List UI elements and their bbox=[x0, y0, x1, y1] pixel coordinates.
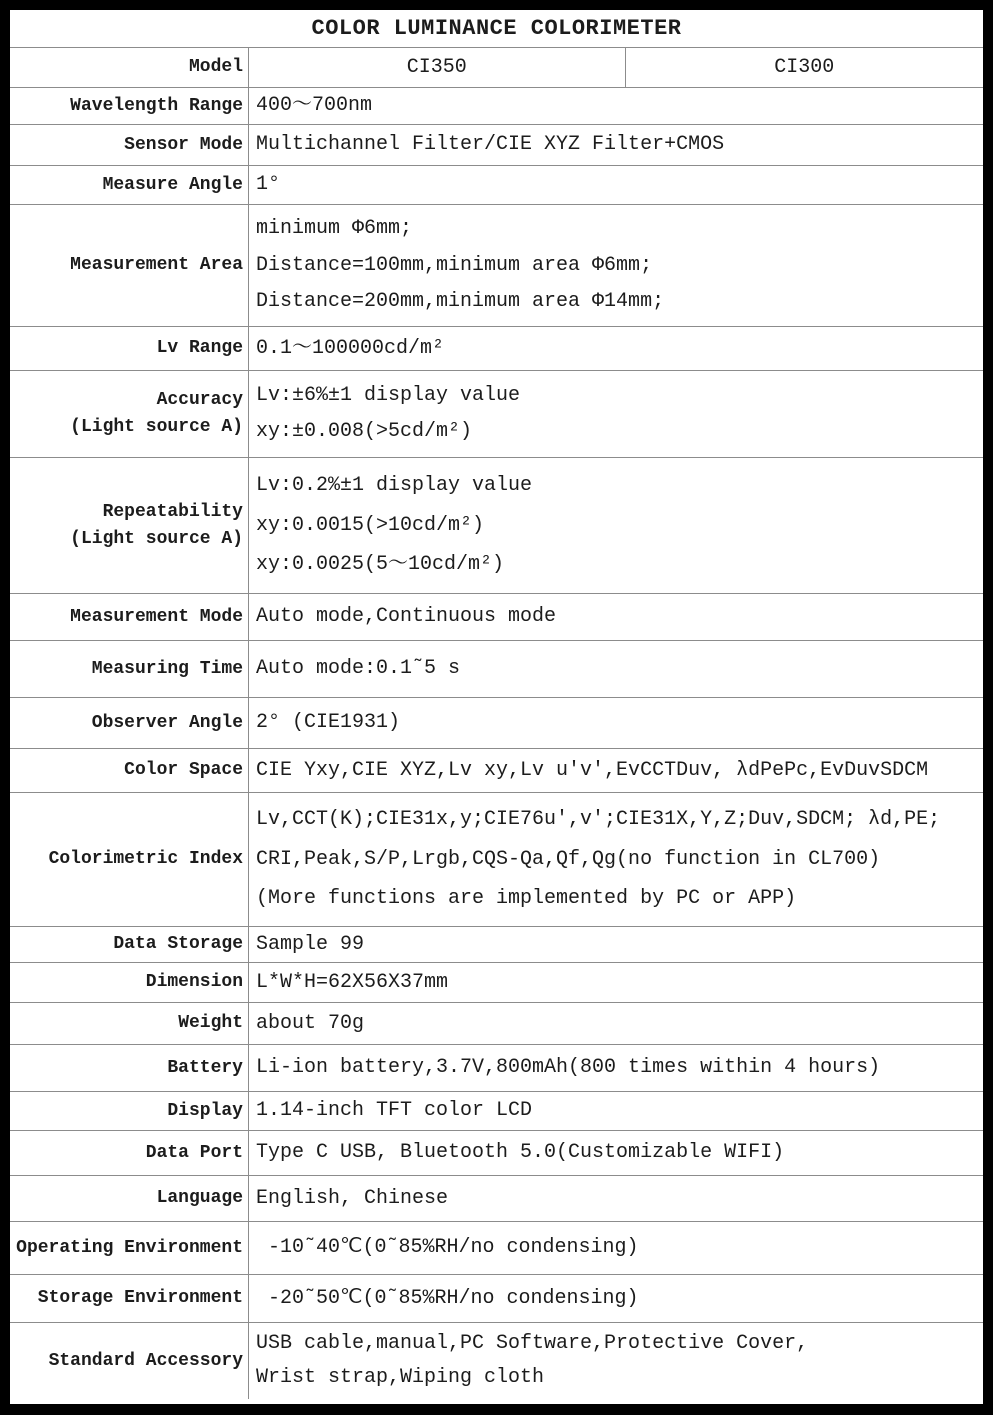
spec-value-line: 400～700nm bbox=[256, 94, 373, 117]
spec-row-sensor-mode bbox=[10, 124, 983, 165]
spec-label-line: Observer Angle bbox=[91, 712, 243, 733]
spec-row-lv-range bbox=[10, 326, 983, 370]
spec-value bbox=[249, 1003, 983, 1044]
spec-label bbox=[10, 166, 249, 204]
spec-value-line: -10˜40℃(0˜85%RH/no condensing) bbox=[256, 1236, 639, 1259]
spec-row-dimension bbox=[10, 962, 983, 1002]
spec-label-line: Standard Accessory bbox=[48, 1350, 243, 1371]
spec-value-line: Auto mode,Continuous mode bbox=[256, 605, 557, 628]
spec-label bbox=[10, 1275, 249, 1322]
spec-label bbox=[10, 698, 249, 748]
spec-value bbox=[249, 327, 983, 370]
model-value-ci350: CI350 bbox=[249, 48, 626, 87]
spec-row-measuring-time bbox=[10, 640, 983, 697]
spec-value-line: 1.14-inch TFT color LCD bbox=[256, 1099, 533, 1122]
spec-label bbox=[10, 1131, 249, 1175]
spec-label-line: Language bbox=[156, 1188, 243, 1208]
spec-value-line: Lv:±6%±1 display value bbox=[256, 383, 521, 407]
spec-label bbox=[10, 1003, 249, 1044]
spec-value-line: Distance=100mm,minimum area Φ6mm; bbox=[256, 253, 653, 277]
spec-value bbox=[249, 458, 983, 593]
page-title: COLOR LUMINANCE COLORIMETER bbox=[311, 16, 682, 41]
spec-value-line: about 70g bbox=[256, 1011, 365, 1035]
spec-value-line: (More functions are implemented by PC or APP) bbox=[256, 886, 797, 910]
spec-row-battery bbox=[10, 1044, 983, 1091]
spec-value-line: 0.1～100000cd/m² bbox=[256, 336, 445, 360]
spec-value bbox=[249, 1222, 983, 1274]
spec-label-line: Colorimetric Index bbox=[48, 849, 243, 869]
spec-value-line: CIE Yxy,CIE XYZ,Lv xy,Lv u'v',EvCCTDuv, λdPePc,EvDuvSDCM bbox=[256, 758, 929, 782]
spec-label bbox=[10, 963, 249, 1002]
spec-table bbox=[10, 10, 983, 1404]
spec-label bbox=[10, 1323, 249, 1399]
model-label bbox=[10, 48, 249, 87]
spec-value bbox=[249, 594, 983, 640]
spec-value bbox=[249, 1131, 983, 1175]
spec-label bbox=[10, 927, 249, 962]
spec-value-line: Distance=200mm,minimum area Φ14mm; bbox=[256, 289, 665, 313]
spec-label bbox=[10, 125, 249, 165]
spec-row-observer-angle bbox=[10, 697, 983, 748]
spec-value-line: CRI,Peak,S/P,Lrgb,CQS-Qa,Qf,Qg(no function in CL700) bbox=[256, 847, 881, 871]
spec-label-line: Sensor Mode bbox=[124, 134, 243, 155]
spec-value bbox=[249, 963, 983, 1002]
spec-label-line: Lv Range bbox=[156, 338, 243, 358]
spec-label bbox=[10, 1045, 249, 1091]
spec-value-line: xy:±0.008(>5cd/m²) bbox=[256, 420, 473, 444]
spec-label bbox=[10, 1176, 249, 1221]
spec-value-line: -20˜50℃(0˜85%RH/no condensing) bbox=[256, 1286, 639, 1310]
spec-row-measure-angle bbox=[10, 165, 983, 204]
spec-label-line: Measurement Mode bbox=[70, 606, 243, 627]
spec-value bbox=[249, 125, 983, 165]
spec-label bbox=[10, 594, 249, 640]
spec-value bbox=[249, 205, 983, 326]
spec-value bbox=[249, 1092, 983, 1130]
spec-value bbox=[249, 88, 983, 124]
spec-value bbox=[249, 793, 983, 926]
spec-value-line: Lv:0.2%±1 display value bbox=[256, 473, 533, 497]
spec-label-line: Data Port bbox=[145, 1142, 243, 1163]
model-value-ci300: CI300 bbox=[774, 56, 835, 79]
spec-value bbox=[249, 749, 983, 792]
spec-value-line: minimum Φ6mm; bbox=[256, 217, 413, 241]
spec-row-weight bbox=[10, 1002, 983, 1044]
spec-row-measurement-mode bbox=[10, 593, 983, 640]
spec-value bbox=[249, 927, 983, 962]
spec-label bbox=[10, 749, 249, 792]
spec-value-line: USB cable,manual,PC Software,Protective Cover, bbox=[256, 1332, 809, 1356]
spec-value-line: Auto mode:0.1˜5 s bbox=[256, 657, 461, 680]
spec-row-colorimetric-index bbox=[10, 792, 983, 926]
spec-row-wavelength-range bbox=[10, 87, 983, 124]
spec-label bbox=[10, 327, 249, 370]
spec-label-line: Measure Angle bbox=[102, 174, 243, 195]
spec-value-line: Sample 99 bbox=[256, 932, 365, 956]
spec-label bbox=[10, 1092, 249, 1130]
spec-value bbox=[249, 641, 983, 697]
spec-label bbox=[10, 88, 249, 124]
spec-value-line: Li-ion battery,3.7V,800mAh(800 times within 4 hours) bbox=[256, 1056, 881, 1079]
spec-value-line: 2° (CIE1931) bbox=[256, 711, 401, 734]
spec-row-repeatability bbox=[10, 457, 983, 593]
spec-label-line: Color Space bbox=[124, 760, 243, 780]
spec-value-line: Multichannel Filter/CIE XYZ Filter+CMOS bbox=[256, 133, 725, 156]
spec-value bbox=[249, 698, 983, 748]
spec-value-line: Type C USB, Bluetooth 5.0(Customizable WIFI) bbox=[256, 1141, 785, 1164]
spec-value bbox=[249, 1045, 983, 1091]
model-label-text: Model bbox=[188, 57, 243, 77]
spec-row-display bbox=[10, 1091, 983, 1130]
spec-label bbox=[10, 641, 249, 697]
spec-row-color-space bbox=[10, 748, 983, 792]
spec-value-line: Wrist strap,Wiping cloth bbox=[256, 1365, 545, 1389]
spec-label bbox=[10, 793, 249, 926]
spec-value-line: English, Chinese bbox=[256, 1186, 449, 1210]
spec-value-line: L*W*H=62X56X37mm bbox=[256, 970, 449, 994]
spec-label-line: Measurement Area bbox=[70, 255, 243, 275]
spec-row-accuracy bbox=[10, 370, 983, 457]
spec-value-line: 1° bbox=[256, 173, 281, 196]
spec-label-line: (Light source A) bbox=[70, 528, 243, 549]
spec-row-language bbox=[10, 1175, 983, 1221]
spec-label-line: Battery bbox=[167, 1057, 243, 1078]
spec-label bbox=[10, 371, 249, 457]
spec-rows bbox=[10, 87, 983, 1399]
spec-value bbox=[249, 166, 983, 204]
spec-label-line: Data Storage bbox=[113, 934, 243, 954]
spec-label-line: Weight bbox=[178, 1013, 243, 1033]
spec-label-line: Measuring Time bbox=[91, 658, 243, 679]
spec-value bbox=[249, 1275, 983, 1322]
spec-label-line: (Light source A) bbox=[70, 417, 243, 437]
spec-row-storage-environment bbox=[10, 1274, 983, 1322]
spec-value-line: xy:0.0025(5～10cd/m²) bbox=[256, 553, 505, 577]
spec-label-line: Storage Environment bbox=[37, 1288, 243, 1308]
spec-row-data-port bbox=[10, 1130, 983, 1175]
spec-value-line: Lv,CCT(K);CIE31x,y;CIE76u',v';CIE31X,Y,Z;Duv,SDCM; λd,PE; bbox=[256, 808, 941, 832]
spec-row-operating-environment bbox=[10, 1221, 983, 1274]
spec-label bbox=[10, 1222, 249, 1274]
spec-row-data-storage bbox=[10, 926, 983, 962]
spec-row-measurement-area bbox=[10, 204, 983, 326]
table-title-row bbox=[10, 10, 983, 47]
spec-label-line: Dimension bbox=[145, 972, 243, 992]
spec-label-line: Accuracy bbox=[156, 390, 243, 410]
spec-value-line: xy:0.0015(>10cd/m²) bbox=[256, 513, 485, 537]
spec-value bbox=[249, 1176, 983, 1221]
model-values bbox=[249, 48, 983, 87]
spec-value bbox=[249, 371, 983, 457]
spec-label bbox=[10, 205, 249, 326]
spec-label bbox=[10, 458, 249, 593]
spec-label-line: Wavelength Range bbox=[70, 95, 243, 116]
spec-value bbox=[249, 1323, 983, 1399]
spec-label-line: Repeatability bbox=[102, 501, 243, 522]
spec-label-line: Display bbox=[167, 1100, 243, 1121]
spec-row-standard-accessory bbox=[10, 1322, 983, 1399]
model-row bbox=[10, 47, 983, 87]
spec-label-line: Operating Environment bbox=[16, 1237, 243, 1258]
